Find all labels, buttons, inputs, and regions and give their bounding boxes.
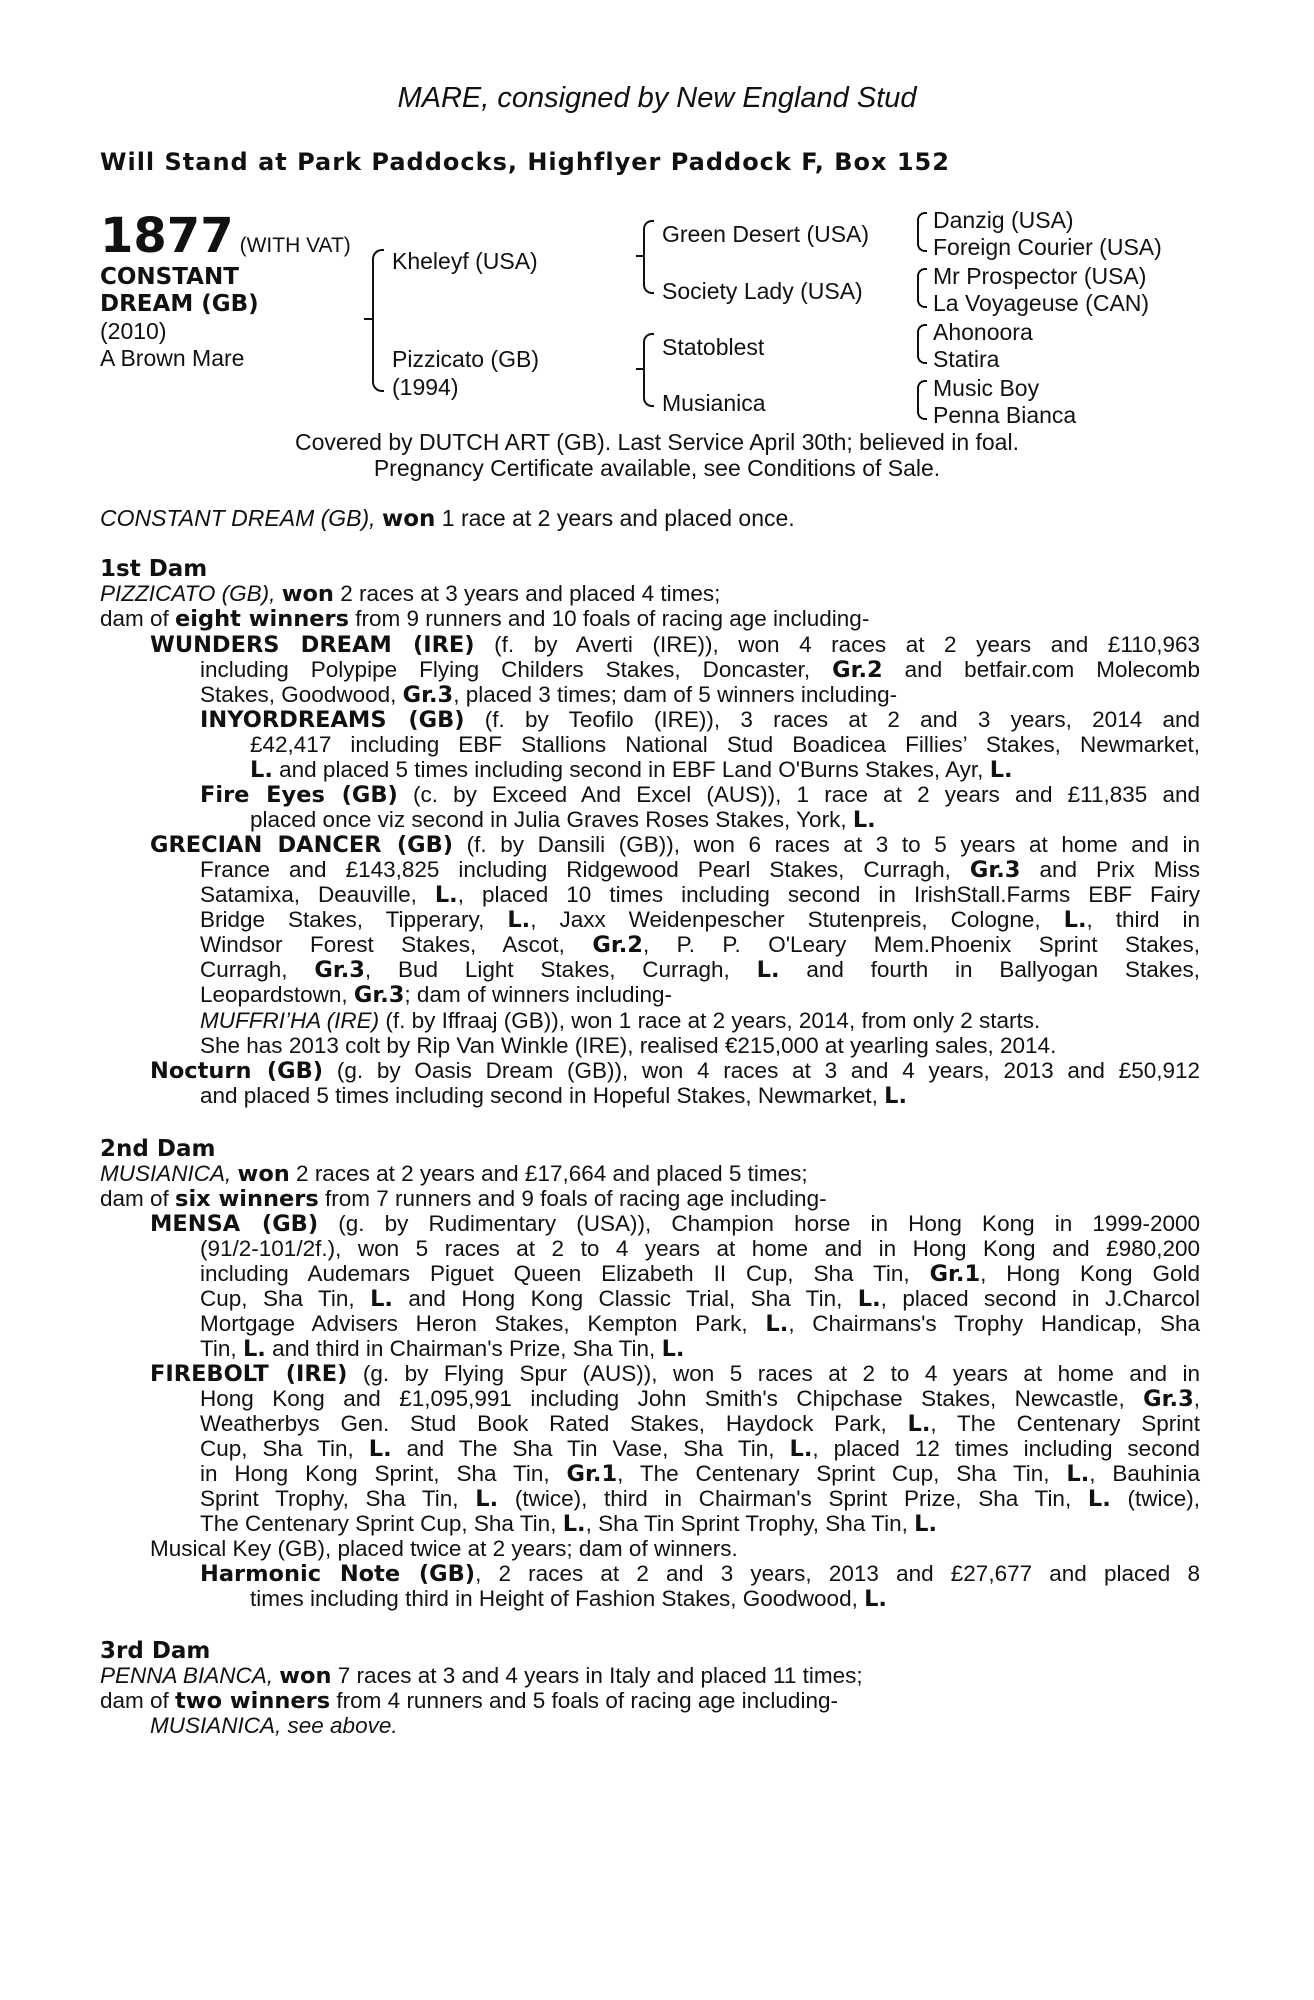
produce-line <box>200 1511 937 1537</box>
brace-gen1-tip <box>364 318 374 320</box>
text: Weatherbys Gen. Stud Book Rated Stakes, Haydock Park, <box>200 1411 908 1436</box>
text: dam of <box>100 1186 176 1211</box>
text: Stakes, Goodwood, <box>200 682 403 707</box>
text: , Bud Light Stakes, Curragh, <box>364 957 757 982</box>
produce-line <box>200 1411 1200 1437</box>
text: ; dam of winners including- <box>404 982 673 1007</box>
lot-header <box>100 208 351 264</box>
produce-line <box>200 682 897 708</box>
pedigree-g3-7: Music Boy <box>933 375 1040 401</box>
produce-entry-firebolt <box>150 1361 1200 1387</box>
text: Sprint Trophy, Sha Tin, <box>200 1486 476 1511</box>
second-dam-name: MUSIANICA, <box>100 1161 232 1186</box>
produce-line <box>200 1286 1200 1312</box>
listed: L. <box>434 882 458 908</box>
text: , Jaxx Weidenpescher Stutenpreis, Cologne, <box>530 907 1064 932</box>
text: (g. by Flying Spur (AUS)), won 5 races at 2 to 4 years at home and in <box>347 1361 1200 1386</box>
text: Tin, <box>200 1336 243 1361</box>
pedigree-g3-3: Mr Prospector (USA) <box>933 263 1147 289</box>
third-dam-record <box>100 1663 863 1689</box>
horse-description: A Brown Mare <box>100 345 245 371</box>
produce-line <box>200 1486 1200 1512</box>
produce-line <box>200 907 1200 933</box>
text: from 4 runners and 5 foals of racing age including- <box>330 1688 838 1713</box>
pedigree-dam-year: (1994) <box>392 374 459 400</box>
produce-entry-wunders-dream <box>150 632 1200 658</box>
listed: L. <box>1063 907 1087 933</box>
text: from 7 runners and 9 foals of racing age including- <box>318 1186 827 1211</box>
text: and Hong Kong Classic Trial, Sha Tin, <box>392 1286 858 1311</box>
text: (f. by Averti (IRE)), won 4 races at 2 years and £110,963 <box>474 632 1200 657</box>
text: (g. by Oasis Dream (GB)), won 4 races at 3 and 4 years, 2013 and £50,912 <box>323 1058 1201 1083</box>
text: , <box>1193 1386 1200 1411</box>
third-dam-heading: 3rd Dam <box>100 1638 211 1664</box>
third-dam-name: PENNA BIANCA, <box>100 1663 273 1688</box>
second-dam-record <box>100 1161 808 1187</box>
text: , placed 12 times including second <box>812 1436 1200 1461</box>
produce-line <box>200 882 1200 908</box>
lot-summary <box>100 505 795 532</box>
grade: Gr.3 <box>1143 1386 1194 1412</box>
produce-line <box>250 1586 887 1612</box>
listed: L. <box>852 807 876 833</box>
text: Leopardstown, <box>200 982 354 1007</box>
produce-line <box>200 1311 1200 1337</box>
pedigree-dam-dam: Musianica <box>662 390 766 416</box>
summary-name: CONSTANT DREAM (GB), <box>100 505 376 531</box>
text: , P. P. O'Leary Mem.Phoenix Sprint Stakes, <box>642 932 1200 957</box>
pedigree-dam: Pizzicato (GB) <box>392 346 539 372</box>
produce-line <box>200 1461 1200 1487</box>
brace-gen3-a <box>917 212 927 252</box>
produce-entry-musical-key: Musical Key (GB), placed twice at 2 years; dam of winners. <box>150 1536 738 1561</box>
horse-name: MENSA (GB) <box>150 1211 319 1237</box>
listed: L. <box>661 1336 685 1362</box>
listed: L. <box>914 1511 937 1537</box>
text: placed once viz second in Julia Graves Roses Stakes, York, <box>250 807 853 832</box>
pedigree-sire: Kheleyf (USA) <box>392 248 538 274</box>
produce-entry-inyordreams <box>200 707 1200 733</box>
listed: L. <box>884 1083 908 1109</box>
text: and The Sha Tin Vase, Sha Tin, <box>391 1436 790 1461</box>
third-dam-produce <box>100 1688 838 1714</box>
produce-line: £42,417 including EBF Stallions National Stud Boadicea Fillies’ Stakes, Newmarket, <box>250 732 1200 757</box>
winners-count: eight winners <box>175 606 350 632</box>
listed: L. <box>507 907 531 933</box>
pedigree-sire-dam: Society Lady (USA) <box>662 278 863 304</box>
pedigree-sire-sire: Green Desert (USA) <box>662 221 870 247</box>
text: including Polypipe Flying Childers Stakes, Doncaster, <box>200 657 833 682</box>
text: (twice), third in Chairman's Sprint Prize, Sha Tin, <box>498 1486 1088 1511</box>
first-dam-name: PIZZICATO (GB), <box>100 581 276 606</box>
brace-gen3-d <box>917 380 927 420</box>
brace-gen2-sire <box>643 220 654 294</box>
produce-line <box>200 857 1200 883</box>
text: (c. by Exceed And Excel (AUS)), 1 race at 2 years and £11,835 and <box>397 782 1201 807</box>
produce-entry-harmonic-note <box>200 1561 1200 1587</box>
produce-entry-fire-eyes <box>200 782 1200 808</box>
produce-line <box>250 757 1013 783</box>
text: , Sha Tin Sprint Trophy, Sha Tin, <box>585 1511 915 1536</box>
location-line: Will Stand at Park Paddocks, Highflyer Paddock F, Box 152 <box>100 148 950 176</box>
produce-line <box>200 932 1200 958</box>
produce-line <box>200 982 672 1008</box>
lot-number: 1877 <box>100 208 234 264</box>
listed: L. <box>756 957 780 983</box>
grade: Gr.3 <box>353 982 405 1008</box>
produce-line <box>200 957 1200 983</box>
listed: L. <box>907 1411 931 1437</box>
covered-note: Covered by DUTCH ART (GB). Last Service April 30th; believed in foal. <box>295 429 1019 455</box>
text: , placed 3 times; dam of 5 winners including- <box>453 682 898 707</box>
pedigree-g3-8: Penna Bianca <box>933 402 1077 428</box>
horse-name: Nocturn (GB) <box>150 1058 324 1084</box>
text: times including third in Height of Fashion Stakes, Goodwood, <box>250 1586 865 1611</box>
text: , Hong Kong Gold <box>980 1261 1200 1286</box>
produce-line <box>200 1336 684 1362</box>
text: (f. by Teofilo (IRE)), 3 races at 2 and 3 years, 2014 and <box>464 707 1200 732</box>
horse-name: FIREBOLT (IRE) <box>150 1361 348 1387</box>
summary-won: won <box>381 506 436 532</box>
text: France and £143,825 including Ridgewood Pearl Stakes, Curragh, <box>200 857 970 882</box>
text: and fourth in Ballyogan Stakes, <box>779 957 1201 982</box>
text: and placed 5 times including second in Hopeful Stakes, Newmarket, <box>200 1083 885 1108</box>
pedigree-dam-sire: Statoblest <box>662 334 765 360</box>
grade: Gr.2 <box>592 932 643 958</box>
text: and Prix Miss <box>1020 857 1200 882</box>
first-dam-record <box>100 581 720 607</box>
listed: L. <box>1087 1486 1111 1512</box>
text: and third in Chairman's Prize, Sha Tin, <box>265 1336 662 1361</box>
horse-name: GRECIAN DANCER (GB) <box>150 832 454 858</box>
first-dam-won: won <box>281 581 334 607</box>
listed: L. <box>475 1486 499 1512</box>
listed: L. <box>370 1286 393 1312</box>
horse-name: Fire Eyes (GB) <box>200 782 398 808</box>
produce-line: She has 2013 colt by Rip Van Winkle (IRE), realised €215,000 at yearling sales, 2014. <box>200 1033 1057 1058</box>
text: dam of <box>100 1688 176 1713</box>
text: including Audemars Piguet Queen Elizabeth II Cup, Sha Tin, <box>200 1261 930 1286</box>
brace-gen2-dam-tip <box>636 368 644 370</box>
grade: Gr.2 <box>832 657 883 683</box>
horse-name: INYORDREAMS (GB) <box>200 707 465 733</box>
first-dam-rest: 2 races at 3 years and placed 4 times; <box>333 581 721 606</box>
text: in Hong Kong Sprint, Sha Tin, <box>200 1461 567 1486</box>
text: Cup, Sha Tin, <box>200 1286 371 1311</box>
text: (f. by Iffraaj (GB)), won 1 race at 2 years, 2014, from only 2 starts. <box>379 1008 1041 1033</box>
horse-name: Harmonic Note (GB) <box>200 1561 476 1587</box>
pedigree-g3-6: Statira <box>933 346 1000 372</box>
text: , The Centenary Sprint Cup, Sha Tin, <box>617 1461 1067 1486</box>
brace-gen2-dam <box>643 333 654 407</box>
text: The Centenary Sprint Cup, Sha Tin, <box>200 1511 563 1536</box>
text: , third in <box>1086 907 1200 932</box>
grade: Gr.3 <box>314 957 365 983</box>
consignment-heading: MARE, consigned by New England Stud <box>397 82 917 114</box>
produce-line: (91/2-101/2f.), won 5 races at 2 to 4 years at home and in Hong Kong and £980,200 <box>200 1236 1200 1261</box>
produce-entry-musianica: MUSIANICA, see above. <box>150 1713 398 1738</box>
brace-gen3-b <box>917 268 927 308</box>
horse-name: MUFFRI’HA (IRE) <box>200 1008 380 1033</box>
grade: Gr.3 <box>969 857 1021 883</box>
produce-line <box>200 657 1200 683</box>
grade: Gr.1 <box>566 1461 618 1487</box>
produce-entry-mensa <box>150 1211 1200 1237</box>
produce-line <box>250 807 876 833</box>
produce-line <box>200 1436 1200 1462</box>
text: 7 races at 3 and 4 years in Italy and placed 11 times; <box>331 1663 863 1688</box>
first-dam-produce <box>100 606 869 632</box>
text: from 9 runners and 10 foals of racing age including- <box>349 606 870 631</box>
brace-gen3-c <box>917 324 927 364</box>
produce-line <box>200 1261 1200 1287</box>
text: Cup, Sha Tin, <box>200 1436 369 1461</box>
third-dam-won: won <box>279 1663 332 1689</box>
listed: L. <box>789 1436 813 1462</box>
text: and betfair.com Molecomb <box>882 657 1200 682</box>
listed: L. <box>989 757 1013 783</box>
text: , The Centenary Sprint <box>930 1411 1200 1436</box>
winners-count: six winners <box>175 1186 319 1212</box>
text: (twice), <box>1110 1486 1200 1511</box>
text: Curragh, <box>200 957 315 982</box>
second-dam-won: won <box>237 1161 290 1187</box>
text: and placed 5 times including second in EBF Land O'Burns Stakes, Ayr, <box>272 757 990 782</box>
text: Bridge Stakes, Tipperary, <box>200 907 508 932</box>
produce-line <box>200 1083 907 1109</box>
produce-entry-nocturn <box>150 1058 1200 1084</box>
second-dam-produce <box>100 1186 827 1212</box>
listed: L. <box>1066 1461 1090 1487</box>
brace-gen2-sire-tip <box>636 255 644 257</box>
text: , 2 races at 2 and 3 years, 2013 and £27,677 and placed 8 <box>475 1561 1200 1586</box>
listed: L. <box>765 1311 789 1337</box>
pedigree-g3-2: Foreign Courier (USA) <box>933 234 1162 260</box>
second-dam-heading: 2nd Dam <box>100 1136 216 1162</box>
horse-name: WUNDERS DREAM (IRE) <box>150 632 475 658</box>
listed: L. <box>368 1436 392 1462</box>
produce-entry-muffriha <box>200 1008 1040 1034</box>
pedigree-g3-4: La Voyageuse (CAN) <box>933 290 1150 316</box>
first-dam-heading: 1st Dam <box>100 556 208 582</box>
produce-entry-grecian-dancer <box>150 832 1200 858</box>
text: (g. by Rudimentary (USA)), Champion horse in Hong Kong in 1999-2000 <box>318 1211 1200 1236</box>
text: 2 races at 2 years and £17,664 and placed 5 times; <box>289 1161 808 1186</box>
grade: Gr.1 <box>929 1261 981 1287</box>
pedigree-g3-1: Danzig (USA) <box>933 207 1074 233</box>
text: , Bauhinia <box>1089 1461 1200 1486</box>
text: dam of <box>100 606 176 631</box>
text: (f. by Dansili (GB)), won 6 races at 3 to 5 years at home and in <box>453 832 1200 857</box>
pregnancy-note: Pregnancy Certificate available, see Conditions of Sale. <box>373 455 941 481</box>
brace-gen1 <box>372 249 384 392</box>
text: Satamixa, Deauville, <box>200 882 435 907</box>
grade: Gr.3 <box>402 682 454 708</box>
text: Hong Kong and £1,095,991 including John Smith's Chipchase Stakes, Newcastle, <box>200 1386 1144 1411</box>
produce-line <box>200 1386 1200 1412</box>
listed: L. <box>857 1286 881 1312</box>
listed: L. <box>242 1336 266 1362</box>
vat-note: (WITH VAT) <box>239 234 351 257</box>
text: Mortgage Advisers Heron Stakes, Kempton Park, <box>200 1311 766 1336</box>
horse-name-line1: CONSTANT <box>100 264 239 290</box>
horse-name-line2: DREAM (GB) <box>100 291 259 317</box>
foaling-year: (2010) <box>100 318 167 344</box>
summary-rest: 1 race at 2 years and placed once. <box>435 505 795 531</box>
text: , placed 10 times including second in IrishStall.Farms EBF Fairy <box>457 882 1200 907</box>
listed: L. <box>864 1586 887 1612</box>
listed: L. <box>250 757 273 783</box>
winners-count: two winners <box>175 1688 331 1714</box>
text: Windsor Forest Stakes, Ascot, <box>200 932 593 957</box>
pedigree-g3-5: Ahonoora <box>933 319 1033 345</box>
listed: L. <box>562 1511 586 1537</box>
text: , Chairmans's Trophy Handicap, Sha <box>788 1311 1200 1336</box>
text: , placed second in J.Charcol <box>880 1286 1200 1311</box>
